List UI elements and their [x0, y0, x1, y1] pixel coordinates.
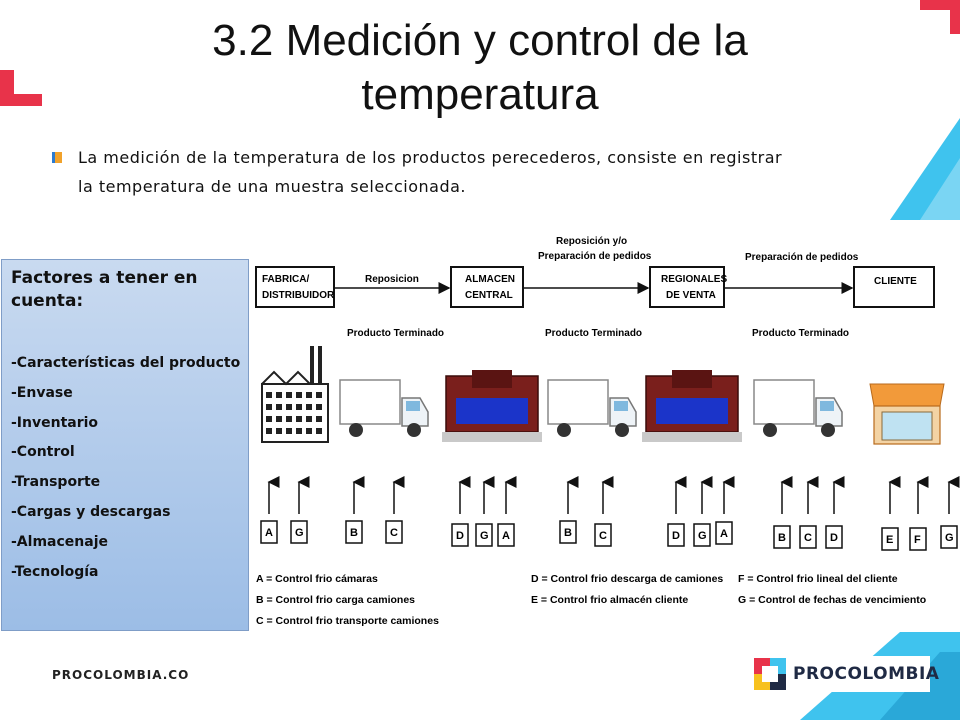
truck-icon — [754, 380, 842, 437]
intro-line-1: La medición de la temperatura de los productos perecederos, consiste en registrar — [78, 148, 783, 167]
marker-letter: G — [480, 530, 489, 542]
flow-label-1: Reposicion — [365, 274, 419, 285]
marker-letter: D — [672, 530, 680, 542]
factor-item: -Almacenaje — [11, 533, 108, 550]
logo-mark-icon — [754, 658, 786, 690]
factory-icon — [262, 346, 328, 442]
title-line-1: 3.2 Medición y control de la — [212, 16, 748, 65]
store-icon — [642, 370, 742, 442]
marker-letter: A — [502, 530, 510, 542]
marker-letter: F — [914, 534, 921, 546]
marker-letter: D — [830, 532, 838, 544]
factor-item: -Características del producto — [11, 355, 241, 371]
cold-chain-diagram — [252, 224, 960, 634]
factor-item: -Inventario — [11, 414, 99, 431]
factors-heading-line-1: Factores a tener en — [11, 268, 198, 288]
marker-box — [595, 524, 611, 546]
flow-label-3: Preparación de pedidos — [745, 252, 859, 263]
marker-box — [452, 524, 468, 546]
truck-icon — [548, 380, 636, 437]
factor-item: -Tecnología — [11, 563, 99, 580]
node-fabrica-line1: FABRICA/ — [262, 274, 310, 285]
node-almacen — [451, 267, 523, 307]
marker-letter: G — [698, 530, 707, 542]
marker-box — [291, 521, 307, 543]
procolombia-logo — [752, 656, 940, 692]
marker-letter: C — [804, 532, 812, 544]
truck-icon — [340, 380, 428, 437]
marker-box — [476, 524, 492, 546]
corner-decoration-left — [0, 70, 42, 110]
factors-heading — [11, 267, 241, 313]
marker-letter: B — [778, 532, 786, 544]
slide-title — [60, 14, 900, 122]
marker-letter: E — [886, 534, 894, 546]
marker-box — [882, 528, 898, 550]
node-almacen-line1: ALMACEN — [465, 274, 515, 285]
control-markers — [261, 521, 957, 550]
marker-letter: A — [265, 527, 273, 539]
factor-item: -Envase — [11, 384, 73, 401]
factors-panel — [1, 259, 249, 631]
node-fabrica-line2: DISTRIBUIDOR — [262, 290, 335, 301]
factor-item: -Control — [11, 444, 75, 461]
node-cliente — [854, 267, 934, 307]
node-fabrica — [256, 267, 335, 307]
marker-letter: G — [945, 532, 954, 544]
marker-letter: G — [295, 527, 304, 539]
intro-line-2: la temperatura de una muestra seleccionada. — [78, 177, 466, 196]
marker-box — [826, 526, 842, 548]
logo-text: PROCOLOMBIA — [793, 664, 940, 684]
marker-box — [694, 524, 710, 546]
marker-box — [386, 521, 402, 543]
product-label: Producto Terminado — [347, 328, 445, 339]
legend-item: D = Control frio descarga de camiones — [531, 573, 724, 585]
legend-item: G = Control de fechas de vencimiento — [738, 594, 927, 606]
flow-label-2b: Preparación de pedidos — [538, 251, 652, 262]
bullet-icon — [52, 152, 62, 163]
legend-item: C = Control frio transporte camiones — [256, 615, 439, 627]
node-regionales — [650, 267, 727, 307]
factor-item: -Cargas y descargas — [11, 503, 171, 520]
marker-box — [774, 526, 790, 548]
legend-item: E = Control frio almacén cliente — [531, 594, 689, 606]
factors-list — [11, 354, 243, 592]
legend-item: F = Control frio lineal del cliente — [738, 573, 898, 585]
corner-decoration-top-right — [920, 0, 960, 40]
cyan-shape-right — [890, 118, 960, 220]
marker-box — [910, 528, 926, 550]
marker-letter: C — [599, 530, 607, 542]
store-icon — [442, 370, 542, 442]
node-regionales-line1: REGIONALES — [661, 274, 728, 285]
marker-letter: D — [456, 530, 464, 542]
marker-box — [941, 526, 957, 548]
intro-paragraph — [78, 143, 900, 201]
marker-letter: A — [720, 528, 728, 540]
marker-letter: C — [390, 527, 398, 539]
legend-item: A = Control frio cámaras — [256, 573, 378, 585]
flow-label-2a: Reposición y/o — [556, 236, 628, 247]
title-line-2: temperatura — [361, 70, 599, 119]
product-label: Producto Terminado — [752, 328, 850, 339]
marker-box — [800, 526, 816, 548]
marker-box — [498, 524, 514, 546]
factors-heading-line-2: cuenta: — [11, 291, 84, 311]
shop-icon — [870, 384, 944, 444]
factor-item: -Transporte — [11, 474, 101, 491]
marker-letter: B — [350, 527, 358, 539]
marker-box — [560, 521, 576, 543]
marker-box — [261, 521, 277, 543]
marker-box — [716, 522, 732, 544]
footer-website[interactable]: PROCOLOMBIA.CO — [52, 668, 190, 682]
marker-box — [346, 521, 362, 543]
node-regionales-line2: DE VENTA — [666, 290, 716, 301]
marker-letter: B — [564, 527, 572, 539]
product-label: Producto Terminado — [545, 328, 643, 339]
node-almacen-line2: CENTRAL — [465, 290, 513, 301]
legend — [256, 573, 926, 627]
legend-item: B = Control frio carga camiones — [256, 594, 415, 606]
control-arrows — [269, 482, 949, 514]
marker-box — [668, 524, 684, 546]
node-cliente-line1: CLIENTE — [874, 276, 917, 287]
